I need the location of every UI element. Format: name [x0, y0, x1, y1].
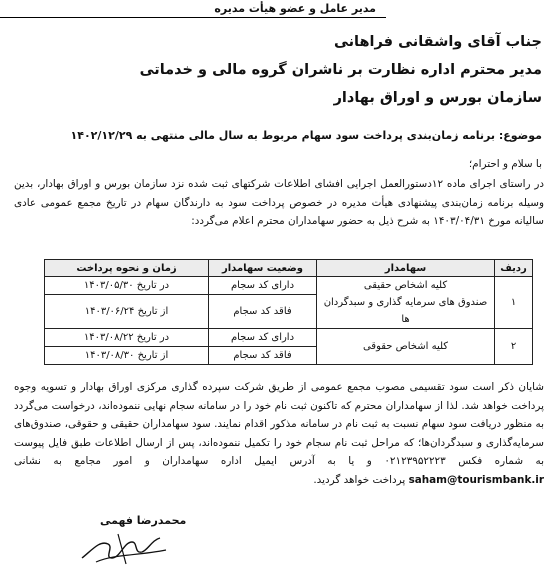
corner-title: مدیر عامل و عضو هیأت مدیره: [0, 2, 386, 18]
dividend-schedule-table: [44, 259, 533, 365]
closing-text-end: پرداخت خواهد گردید.: [313, 473, 406, 486]
closing-paragraph: [14, 378, 544, 489]
status-cell: فاقد کد سجام: [209, 295, 317, 329]
table-header-row: [45, 260, 533, 277]
addressee-name: جناب آقای واشقانی فراهانی: [333, 34, 542, 50]
row-number: ۲: [495, 329, 533, 365]
header-row-number: ردیف: [495, 260, 533, 277]
intro-paragraph: در راستای اجرای ماده ۱۲دستورالعمل اجرایی افشای اطلاعات شرکتهای ثبت شده نزد سازمان بورس و اوراق بهادار، بدین وسیله برنامه زمان‌بندی پیشنهادی هیأت مدیره در خصوص پرداخت سود به دارندگان سهام در تاریخ مجمع عمومی عادی سالیانه مورخ ۱۴۰۳/۰۴/۳۱ به شرح ذیل به حضور سهامداران محترم اعلام می‌گردد:: [14, 178, 544, 227]
signatory-name: محمدرضا فهمی: [100, 514, 187, 527]
subject-line: موضوع: برنامه زمان‌بندی پرداخت سود سهام مربوط به سال مالی منتهی به ۱۴۰۲/۱۲/۲۹: [70, 129, 542, 142]
schedule-cell: از تاریخ ۱۴۰۳/۰۶/۲۴: [45, 295, 209, 329]
shareholder-line: کلیه اشخاص حقیقی: [363, 280, 448, 291]
addressee-organization: سازمان بورس و اوراق بهادار: [333, 90, 542, 106]
shareholder-cell: [317, 329, 495, 365]
addressee-title: مدیر محترم اداره نظارت بر ناشران گروه مالی و خدماتی: [139, 62, 542, 78]
shareholder-line: کلیه اشخاص حقوقی: [362, 341, 449, 352]
closing-text: شایان ذکر است سود تقسیمی مصوب مجمع عمومی از طریق شرکت سپرده گذاری مرکزی اوراق بهادار و تسویه وجوه پرداخت خواهد شد. لذا از سهامداران محترم که تاکنون ثبت نام خود را در سامانه سجام نهایی ننموده‌اند، درخواست می‌گردد به منظور دریافت سود سهام نسبت به ثبت نام در سامانه مذکور اقدام نمایند. سود سهامداران حقیقی و حقوقی، صندوق‌های سرمایه‌گذاری و سبدگردان‌ها؛ که مراحل ثبت نام سجام خود را تکمیل ننموده‌اند، پس از ارسال اطلاعات طبق فایل پیوست به شماره فکس ۰۲۱۲۳۹۵۲۲۲۳ و یا به آدرس ایمیل اداره سهامداران و امور مجامع به نشانی: [14, 381, 544, 467]
table-row: [45, 329, 533, 347]
salutation: با سلام و احترام؛: [468, 158, 542, 170]
header-schedule: زمان و نحوه پرداخت: [45, 260, 209, 277]
schedule-cell: در تاریخ ۱۴۰۳/۰۵/۳۰: [45, 277, 209, 295]
handwritten-signature: [78, 528, 170, 568]
header-status: وضعیت سهامدار: [209, 260, 317, 277]
table-row: [45, 277, 533, 295]
shareholder-line: صندوق های سرمایه گذاری و سبدگردان ها: [323, 297, 488, 325]
status-cell: دارای کد سجام: [209, 277, 317, 295]
status-cell: فاقد کد سجام: [209, 347, 317, 365]
schedule-cell: از تاریخ ۱۴۰۳/۰۸/۳۰: [45, 347, 209, 365]
schedule-cell: در تاریخ ۱۴۰۳/۰۸/۲۲: [45, 329, 209, 347]
shareholder-cell: [317, 277, 495, 329]
email-address: saham@tourismbank.ir: [408, 473, 544, 486]
row-number: ۱: [495, 277, 533, 329]
header-shareholder: سهامدار: [317, 260, 495, 277]
status-cell: دارای کد سجام: [209, 329, 317, 347]
